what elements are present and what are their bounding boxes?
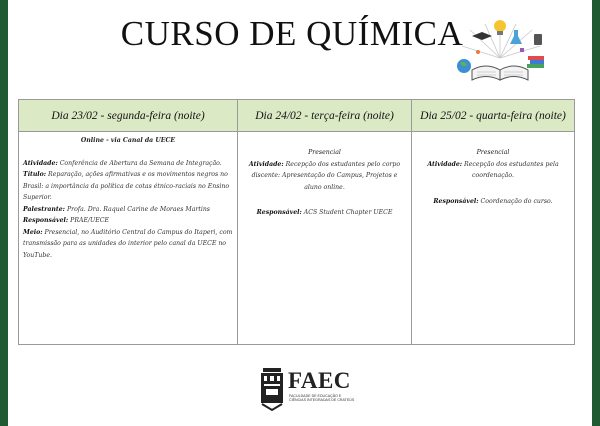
day-3-activity — [416, 159, 570, 182]
day-1-activity — [23, 158, 233, 170]
activity-text: Recepção dos estudantes pela coordenação. — [464, 160, 559, 179]
activity-label: Atividade: — [23, 159, 58, 167]
activity-label: Atividade: — [427, 160, 463, 168]
day-2-activity — [242, 159, 407, 194]
activity-text: Recepção dos estudantes pelo corpo discente: Apresentação do Campus, Projetos e aluno online. — [251, 160, 401, 191]
day-1-cell — [19, 132, 238, 345]
book-science-icon — [450, 16, 550, 84]
title-text: Reparação, ações afirmativas e os movimentos negros no Brasil: a importância da política de cotas étnico-raciais no Ensino Superior. — [23, 171, 230, 201]
day-2-responsible — [242, 207, 407, 219]
responsible-label: Responsável: — [256, 209, 302, 216]
speaker-label: Palestrante: — [23, 205, 65, 213]
title-label: Título: — [23, 171, 47, 178]
responsible-text: ACS Student Chapter UECE — [303, 209, 393, 216]
day-1-mode: Online - via Canal da UECE — [80, 137, 176, 144]
logo-subtitle: FACULDADE DE EDUCAÇÃO E CIÊNCIAS INTEGRADAS DE CRATEÚS — [289, 394, 355, 403]
day-1-title — [23, 169, 233, 204]
page-title: CURSO DE QUÍMICA — [120, 14, 464, 53]
means-label: Meio: — [23, 228, 43, 236]
day-1-speaker — [23, 204, 233, 216]
responsible-text: PRAE/UECE — [70, 217, 110, 224]
responsible-text: Coordenação do curso. — [480, 197, 553, 205]
header-day-2: Dia 24/02 - terça-feira (noite) — [238, 100, 412, 132]
schedule-body-row — [19, 132, 575, 345]
faec-emblem-icon — [260, 366, 284, 412]
day-1-means — [23, 227, 233, 262]
day-3-mode: Presencial — [476, 149, 510, 156]
responsible-label: Responsável: — [23, 217, 69, 224]
schedule-table — [18, 99, 575, 345]
header-day-3: Dia 25/02 - quarta-feira (noite) — [412, 100, 575, 132]
day-3-cell — [412, 132, 575, 345]
activity-label: Atividade: — [248, 160, 284, 168]
means-text: Presencial, no Auditório Central do Campus do Itaperi, com transmissão para as unidades do interior pelo canal da UECE no YouTube. — [23, 228, 233, 259]
activity-text: Conferência de Abertura da Semana de Integração. — [59, 159, 222, 167]
faec-logo — [260, 366, 355, 412]
responsible-label: Responsável: — [433, 197, 479, 205]
day-2-mode: Presencial — [308, 149, 341, 156]
header-day-1: Dia 23/02 - segunda-feira (noite) — [19, 100, 238, 132]
speaker-text: Profa. Dra. Raquel Carine de Moraes Martins — [66, 205, 210, 213]
logo-name: FAEC — [288, 368, 351, 393]
day-3-responsible — [416, 196, 570, 208]
day-1-responsible — [23, 215, 233, 227]
schedule-header-row — [19, 100, 575, 132]
day-2-cell — [238, 132, 412, 345]
